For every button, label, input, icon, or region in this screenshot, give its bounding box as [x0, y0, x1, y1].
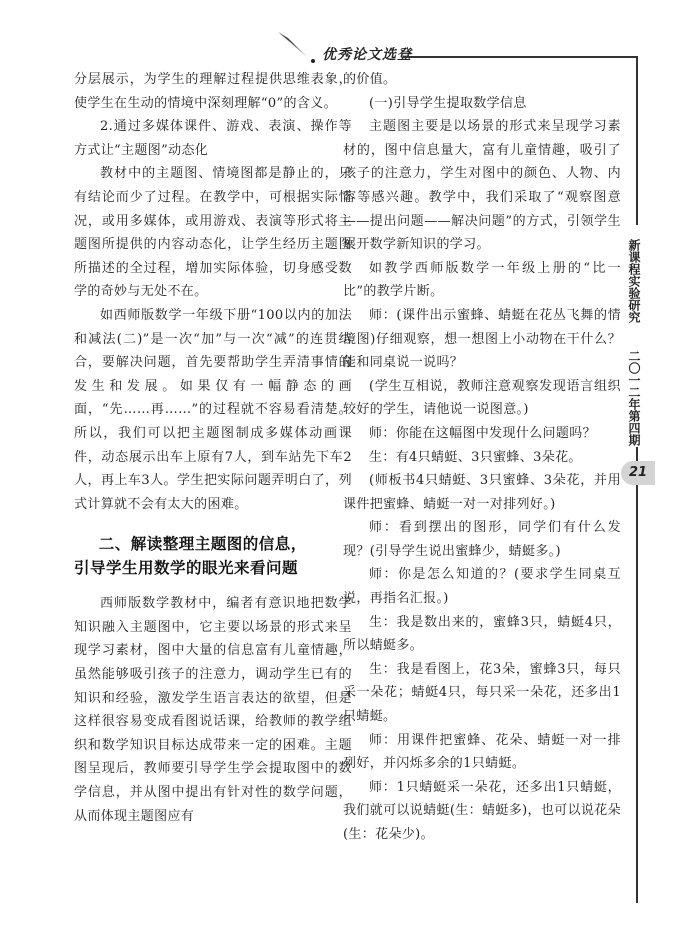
subheading: 2.通过多媒体课件、游戏、表演、操作等方式让“主题图”动态化	[74, 119, 352, 158]
dialogue-line: 生：有4只蜻蜓、3只蜜蜂、3朵花。	[369, 449, 582, 465]
section-heading	[74, 532, 352, 580]
dialogue-line: 师：用课件把蜜蜂、花朵、蜻蜓一对一排列好，并闪烁多余的1只蜻蜓。	[343, 732, 621, 772]
subheading: (一)引导学生提取数学信息	[369, 95, 527, 111]
right-column	[343, 68, 621, 847]
issue-label: 二〇一二年第四期	[627, 350, 641, 446]
paragraph: 分层展示，为学生的理解过程提供思维表象，使学生在生动的情境中深刻理解“0”的含义。	[74, 72, 352, 111]
dialogue-line: 师：1只蜻蜓采一朵花，还多出1只蜻蜓，我们就可以说蜻蜓(生：蜻蜓多)，也可以说花朵(生：花朵少)。	[343, 779, 621, 842]
header-rule	[403, 56, 625, 58]
dialogue-line: 师：你是怎么知道的？(要求学生同桌互说，再指名汇报。)	[343, 567, 621, 607]
page-number: 21	[621, 461, 655, 485]
paragraph: 如西师版数学一年级下册“100以内的加法和减法(二)”是一次“加”与一次“减”的连贯结合，要解决问题，首先要帮助学生弄清事情的发生和发展。如果仅有一幅静态的画面，“先……再……”的过程就不容易看清楚。所以，我们可以把主题图制成多媒体动画课件，动态展示出车上原有7人，到车站先下车2人，再上车3人。学生把实际问题弄明白了，列式计算就不会有太大的困难。	[74, 307, 352, 512]
paragraph: 的价值。	[343, 72, 397, 87]
section-heading-line: 二、解读整理主题图的信息，	[98, 535, 307, 554]
header-title: 优秀论文选登	[322, 47, 412, 63]
left-column	[74, 68, 352, 828]
dialogue-line: 生：我是看图上，花3朵，蜜蜂3只，每只采一朵花；蜻蜓4只，每只采一朵花，还多出1只蜻蜓。	[343, 661, 621, 725]
dialogue-line: (师板书4只蜻蜓、3只蜜蜂、3朵花，并用课件把蜜蜂、蜻蜓一对一对排列好。)	[343, 473, 621, 512]
journal-sidebar	[620, 225, 648, 447]
paragraph: 如教学西师版数学一年级上册的“比一比”的教学片断。	[343, 260, 621, 300]
dialogue-line: (学生互相说，教师注意观察发现语言组织较好的学生，请他说一说图意。)	[343, 378, 621, 418]
section-heading-line: 引导学生用数学的眼光来看问题	[74, 559, 299, 578]
page-header	[0, 0, 680, 78]
journal-name: 新课程实验研究	[627, 239, 641, 323]
dialogue-line: 师：你能在这幅图中发现什么问题吗？	[369, 425, 596, 441]
pen-nib-icon	[276, 30, 320, 64]
paragraph: 教材中的主题图、情境图都是静止的，只有结论而少了过程。在教学中，可根据实际情况，或用多媒体，或用游戏、表演等形式将主题图所提供的内容动态化，让学生经历主题图所描述的全过程，增加实际体验，切身感受数学的奇妙与无处不在。	[74, 166, 352, 300]
paragraph: 西师版数学教材中，编者有意识地把数学知识融入主题图中，它主要以场景的形式来呈现学习素材，图中大量的信息富有儿童情趣，虽然能够吸引孩子的注意力，调动学生已有的知识和经验，激发学生语言表达的欲望，但是这样很容易变成看图说话课，给教师的教学组织和数学知识目标达成带来一定的困难。主题图呈现后，教师要引导学生学会提取图中的数学信息，并从图中提出有针对性的数学问题，从而体现主题图应有	[74, 596, 352, 824]
dialogue-line: 师：看到摆出的图形，同学们有什么发现？(引导学生说出蜜蜂少，蜻蜓多。)	[343, 520, 621, 559]
dialogue-line: 师：(课件出示蜜蜂、蜻蜓在花丛飞舞的情境图)仔细观察，想一想图上小动物在干什么？能和同桌说一说吗？	[343, 307, 621, 371]
dialogue-line: 生：我是数出来的，蜜蜂3只，蜻蜓4只，所以蜻蜓多。	[343, 614, 621, 654]
paragraph: 主题图主要是以场景的形式来呈现学习素材的，图中信息量大，富有儿童情趣，吸引了孩子的注意力，学生对图中的颜色、人物、内容等感兴趣。教学中，我们采取了“观察图意——提出问题——解决问题”的方式，引领学生展开数学新知识的学习。	[343, 119, 621, 253]
